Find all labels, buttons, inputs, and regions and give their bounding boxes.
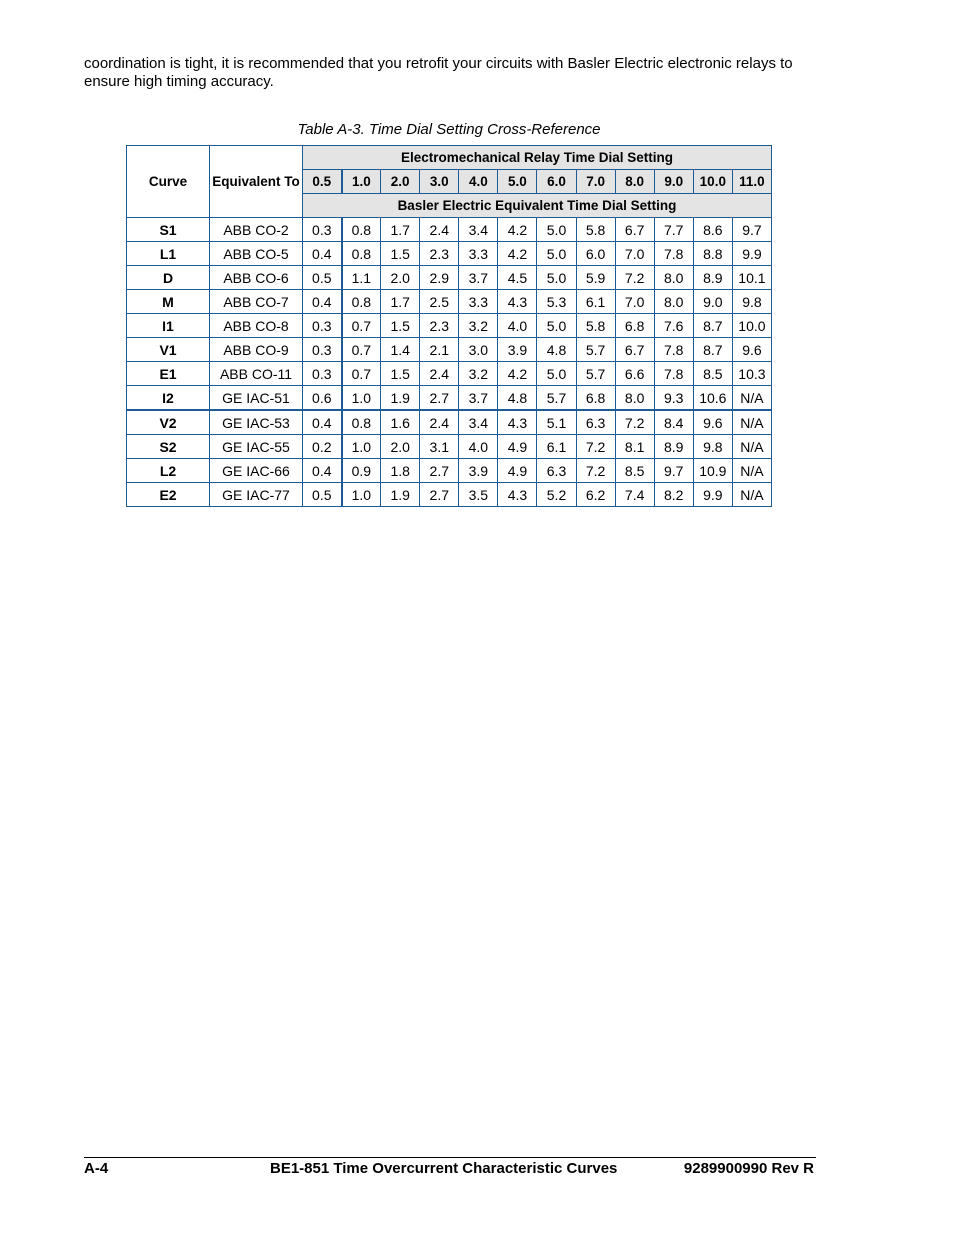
dial-value-cell: 5.0: [537, 314, 576, 338]
dial-value-cell: 4.2: [498, 242, 537, 266]
dial-value-cell: 6.8: [615, 314, 654, 338]
dial-value-cell: 5.3: [537, 290, 576, 314]
table-row: [127, 338, 772, 362]
dial-value-cell: 5.7: [537, 386, 576, 411]
dial-value-cell: 5.0: [537, 218, 576, 242]
dial-value-cell: 0.7: [342, 314, 381, 338]
dial-value-cell: 0.3: [303, 314, 342, 338]
dial-value-cell: 7.8: [654, 338, 693, 362]
table-row: [127, 435, 772, 459]
curve-cell: S2: [127, 435, 210, 459]
dial-value-cell: 9.0: [693, 290, 732, 314]
dial-value-cell: 3.0: [459, 338, 498, 362]
dial-value-cell: 7.2: [615, 266, 654, 290]
dial-value-cell: 8.0: [654, 290, 693, 314]
footer-divider: [84, 1157, 816, 1158]
table-row: [127, 266, 772, 290]
dial-value-cell: 9.7: [654, 459, 693, 483]
dial-value-cell: 2.4: [420, 218, 459, 242]
dial-value-cell: 4.3: [498, 483, 537, 507]
curve-cell: V1: [127, 338, 210, 362]
dial-value-cell: 2.0: [381, 435, 420, 459]
dial-value-cell: 3.1: [420, 435, 459, 459]
header-dial-setting: 2.0: [381, 170, 420, 194]
dial-value-cell: 0.8: [342, 410, 381, 435]
dial-value-cell: 9.9: [693, 483, 732, 507]
footer-page-number: A-4: [84, 1160, 109, 1177]
dial-value-cell: 10.1: [732, 266, 771, 290]
table-row: [127, 483, 772, 507]
dial-value-cell: 9.8: [693, 435, 732, 459]
dial-value-cell: 3.3: [459, 290, 498, 314]
dial-value-cell: 2.1: [420, 338, 459, 362]
dial-value-cell: 3.4: [459, 410, 498, 435]
dial-value-cell: 3.2: [459, 314, 498, 338]
dial-value-cell: 7.7: [654, 218, 693, 242]
dial-value-cell: N/A: [732, 459, 771, 483]
dial-value-cell: 6.1: [576, 290, 615, 314]
header-row-electromechanical: [127, 146, 772, 170]
dial-value-cell: 3.2: [459, 362, 498, 386]
table-row: [127, 218, 772, 242]
dial-value-cell: 0.5: [303, 266, 342, 290]
dial-value-cell: 10.3: [732, 362, 771, 386]
dial-value-cell: N/A: [732, 386, 771, 411]
dial-value-cell: 5.8: [576, 218, 615, 242]
dial-value-cell: 0.6: [303, 386, 342, 411]
dial-value-cell: 6.3: [537, 459, 576, 483]
dial-value-cell: 0.9: [342, 459, 381, 483]
dial-value-cell: 1.0: [342, 483, 381, 507]
dial-value-cell: 8.9: [654, 435, 693, 459]
dial-value-cell: 5.7: [576, 362, 615, 386]
header-curve: Curve: [127, 146, 210, 218]
dial-value-cell: 4.2: [498, 218, 537, 242]
curve-cell: L1: [127, 242, 210, 266]
dial-value-cell: 5.7: [576, 338, 615, 362]
table-row: [127, 242, 772, 266]
dial-value-cell: 4.9: [498, 459, 537, 483]
dial-value-cell: 0.3: [303, 218, 342, 242]
curve-cell: D: [127, 266, 210, 290]
dial-value-cell: 1.8: [381, 459, 420, 483]
dial-value-cell: 2.0: [381, 266, 420, 290]
dial-value-cell: 7.0: [615, 242, 654, 266]
equivalent-cell: ABB CO-8: [210, 314, 303, 338]
time-dial-cross-reference-table: [126, 145, 772, 507]
dial-value-cell: 2.5: [420, 290, 459, 314]
header-dial-setting: 8.0: [615, 170, 654, 194]
dial-value-cell: 6.7: [615, 338, 654, 362]
dial-value-cell: N/A: [732, 410, 771, 435]
table-caption: Table A-3. Time Dial Setting Cross-Reference: [297, 121, 601, 138]
header-dial-setting: 4.0: [459, 170, 498, 194]
dial-value-cell: 0.4: [303, 410, 342, 435]
dial-value-cell: 6.2: [576, 483, 615, 507]
dial-value-cell: 9.6: [732, 338, 771, 362]
dial-value-cell: 6.7: [615, 218, 654, 242]
dial-value-cell: 9.6: [693, 410, 732, 435]
equivalent-cell: ABB CO-6: [210, 266, 303, 290]
dial-value-cell: 1.9: [381, 483, 420, 507]
equivalent-cell: ABB CO-7: [210, 290, 303, 314]
footer-document-number: 9289900990 Rev R: [683, 1160, 814, 1177]
dial-value-cell: 7.0: [615, 290, 654, 314]
dial-value-cell: 0.5: [303, 483, 342, 507]
curve-cell: I1: [127, 314, 210, 338]
dial-value-cell: 8.6: [693, 218, 732, 242]
curve-cell: E1: [127, 362, 210, 386]
dial-value-cell: 5.8: [576, 314, 615, 338]
dial-value-cell: 1.9: [381, 386, 420, 411]
curve-cell: M: [127, 290, 210, 314]
dial-value-cell: 2.3: [420, 242, 459, 266]
header-dial-setting: 0.5: [303, 170, 342, 194]
dial-value-cell: 4.2: [498, 362, 537, 386]
dial-value-cell: 5.9: [576, 266, 615, 290]
equivalent-cell: ABB CO-9: [210, 338, 303, 362]
dial-value-cell: 2.7: [420, 386, 459, 411]
header-electromechanical-setting: Electromechanical Relay Time Dial Setting: [303, 146, 772, 170]
dial-value-cell: 8.4: [654, 410, 693, 435]
header-equivalent: Equivalent To: [210, 146, 303, 218]
dial-value-cell: 2.3: [420, 314, 459, 338]
dial-value-cell: 4.5: [498, 266, 537, 290]
dial-value-cell: 5.1: [537, 410, 576, 435]
dial-value-cell: 1.5: [381, 314, 420, 338]
dial-value-cell: 6.3: [576, 410, 615, 435]
dial-value-cell: 10.0: [732, 314, 771, 338]
equivalent-cell: ABB CO-5: [210, 242, 303, 266]
dial-value-cell: 0.2: [303, 435, 342, 459]
dial-value-cell: 5.0: [537, 242, 576, 266]
equivalent-cell: GE IAC-66: [210, 459, 303, 483]
dial-value-cell: 1.7: [381, 218, 420, 242]
dial-value-cell: 6.8: [576, 386, 615, 411]
header-dial-setting: 5.0: [498, 170, 537, 194]
curve-cell: E2: [127, 483, 210, 507]
dial-value-cell: 0.7: [342, 362, 381, 386]
dial-value-cell: 0.4: [303, 459, 342, 483]
curve-cell: I2: [127, 386, 210, 411]
dial-value-cell: 4.8: [537, 338, 576, 362]
header-basler-setting: Basler Electric Equivalent Time Dial Setting: [303, 194, 772, 218]
dial-value-cell: 4.0: [498, 314, 537, 338]
equivalent-cell: ABB CO-2: [210, 218, 303, 242]
dial-value-cell: 6.0: [576, 242, 615, 266]
dial-value-cell: 7.8: [654, 362, 693, 386]
dial-value-cell: 0.4: [303, 242, 342, 266]
dial-value-cell: 6.6: [615, 362, 654, 386]
dial-value-cell: 7.2: [576, 435, 615, 459]
header-dial-setting: 6.0: [537, 170, 576, 194]
dial-value-cell: 10.9: [693, 459, 732, 483]
table-row: [127, 290, 772, 314]
dial-value-cell: 0.8: [342, 218, 381, 242]
dial-value-cell: 4.0: [459, 435, 498, 459]
equivalent-cell: GE IAC-77: [210, 483, 303, 507]
equivalent-cell: GE IAC-51: [210, 386, 303, 411]
dial-value-cell: 1.5: [381, 362, 420, 386]
dial-value-cell: 2.7: [420, 483, 459, 507]
dial-value-cell: 4.8: [498, 386, 537, 411]
dial-value-cell: 1.0: [342, 435, 381, 459]
curve-cell: V2: [127, 410, 210, 435]
dial-value-cell: 8.8: [693, 242, 732, 266]
dial-value-cell: 9.9: [732, 242, 771, 266]
dial-value-cell: 2.4: [420, 362, 459, 386]
dial-value-cell: 0.8: [342, 290, 381, 314]
dial-value-cell: 4.3: [498, 410, 537, 435]
footer-document-title: BE1-851 Time Overcurrent Characteristic Curves: [270, 1160, 618, 1177]
dial-value-cell: 9.8: [732, 290, 771, 314]
dial-value-cell: 0.8: [342, 242, 381, 266]
header-dial-setting: 1.0: [342, 170, 381, 194]
dial-value-cell: 1.7: [381, 290, 420, 314]
table-body: [127, 218, 772, 507]
dial-value-cell: 1.6: [381, 410, 420, 435]
dial-value-cell: 8.7: [693, 338, 732, 362]
dial-value-cell: N/A: [732, 435, 771, 459]
dial-value-cell: 7.6: [654, 314, 693, 338]
table-row: [127, 459, 772, 483]
dial-value-cell: 5.0: [537, 362, 576, 386]
dial-value-cell: 8.0: [654, 266, 693, 290]
dial-value-cell: 3.7: [459, 266, 498, 290]
dial-value-cell: 9.3: [654, 386, 693, 411]
table-row: [127, 314, 772, 338]
table-row: [127, 410, 772, 435]
dial-value-cell: 7.4: [615, 483, 654, 507]
header-dial-setting: 7.0: [576, 170, 615, 194]
equivalent-cell: GE IAC-55: [210, 435, 303, 459]
dial-value-cell: 3.7: [459, 386, 498, 411]
equivalent-cell: GE IAC-53: [210, 410, 303, 435]
dial-value-cell: 4.3: [498, 290, 537, 314]
dial-value-cell: 1.1: [342, 266, 381, 290]
dial-value-cell: 1.4: [381, 338, 420, 362]
curve-cell: S1: [127, 218, 210, 242]
dial-value-cell: 7.2: [576, 459, 615, 483]
dial-value-cell: N/A: [732, 483, 771, 507]
dial-value-cell: 8.5: [615, 459, 654, 483]
dial-value-cell: 0.3: [303, 362, 342, 386]
dial-value-cell: 3.5: [459, 483, 498, 507]
dial-value-cell: 1.5: [381, 242, 420, 266]
dial-value-cell: 8.2: [654, 483, 693, 507]
dial-value-cell: 8.9: [693, 266, 732, 290]
dial-value-cell: 5.2: [537, 483, 576, 507]
equivalent-cell: ABB CO-11: [210, 362, 303, 386]
header-dial-setting: 3.0: [420, 170, 459, 194]
dial-value-cell: 2.7: [420, 459, 459, 483]
intro-paragraph: coordination is tight, it is recommended that you retrofit your circuits with Basler Electric electronic relays to ensure high timing accuracy.: [84, 55, 793, 90]
dial-value-cell: 2.4: [420, 410, 459, 435]
dial-value-cell: 3.9: [498, 338, 537, 362]
header-dial-setting: 9.0: [654, 170, 693, 194]
dial-value-cell: 3.4: [459, 218, 498, 242]
dial-value-cell: 3.9: [459, 459, 498, 483]
dial-value-cell: 8.5: [693, 362, 732, 386]
dial-value-cell: 9.7: [732, 218, 771, 242]
dial-value-cell: 7.2: [615, 410, 654, 435]
dial-value-cell: 6.1: [537, 435, 576, 459]
dial-value-cell: 0.7: [342, 338, 381, 362]
table-row: [127, 386, 772, 411]
dial-value-cell: 0.4: [303, 290, 342, 314]
dial-value-cell: 2.9: [420, 266, 459, 290]
dial-value-cell: 5.0: [537, 266, 576, 290]
table-row: [127, 362, 772, 386]
dial-value-cell: 8.1: [615, 435, 654, 459]
dial-value-cell: 3.3: [459, 242, 498, 266]
dial-value-cell: 7.8: [654, 242, 693, 266]
header-dial-setting: 11.0: [732, 170, 771, 194]
dial-value-cell: 0.3: [303, 338, 342, 362]
header-dial-setting: 10.0: [693, 170, 732, 194]
dial-value-cell: 1.0: [342, 386, 381, 411]
dial-value-cell: 4.9: [498, 435, 537, 459]
dial-value-cell: 10.6: [693, 386, 732, 411]
dial-value-cell: 8.7: [693, 314, 732, 338]
dial-value-cell: 8.0: [615, 386, 654, 411]
curve-cell: L2: [127, 459, 210, 483]
